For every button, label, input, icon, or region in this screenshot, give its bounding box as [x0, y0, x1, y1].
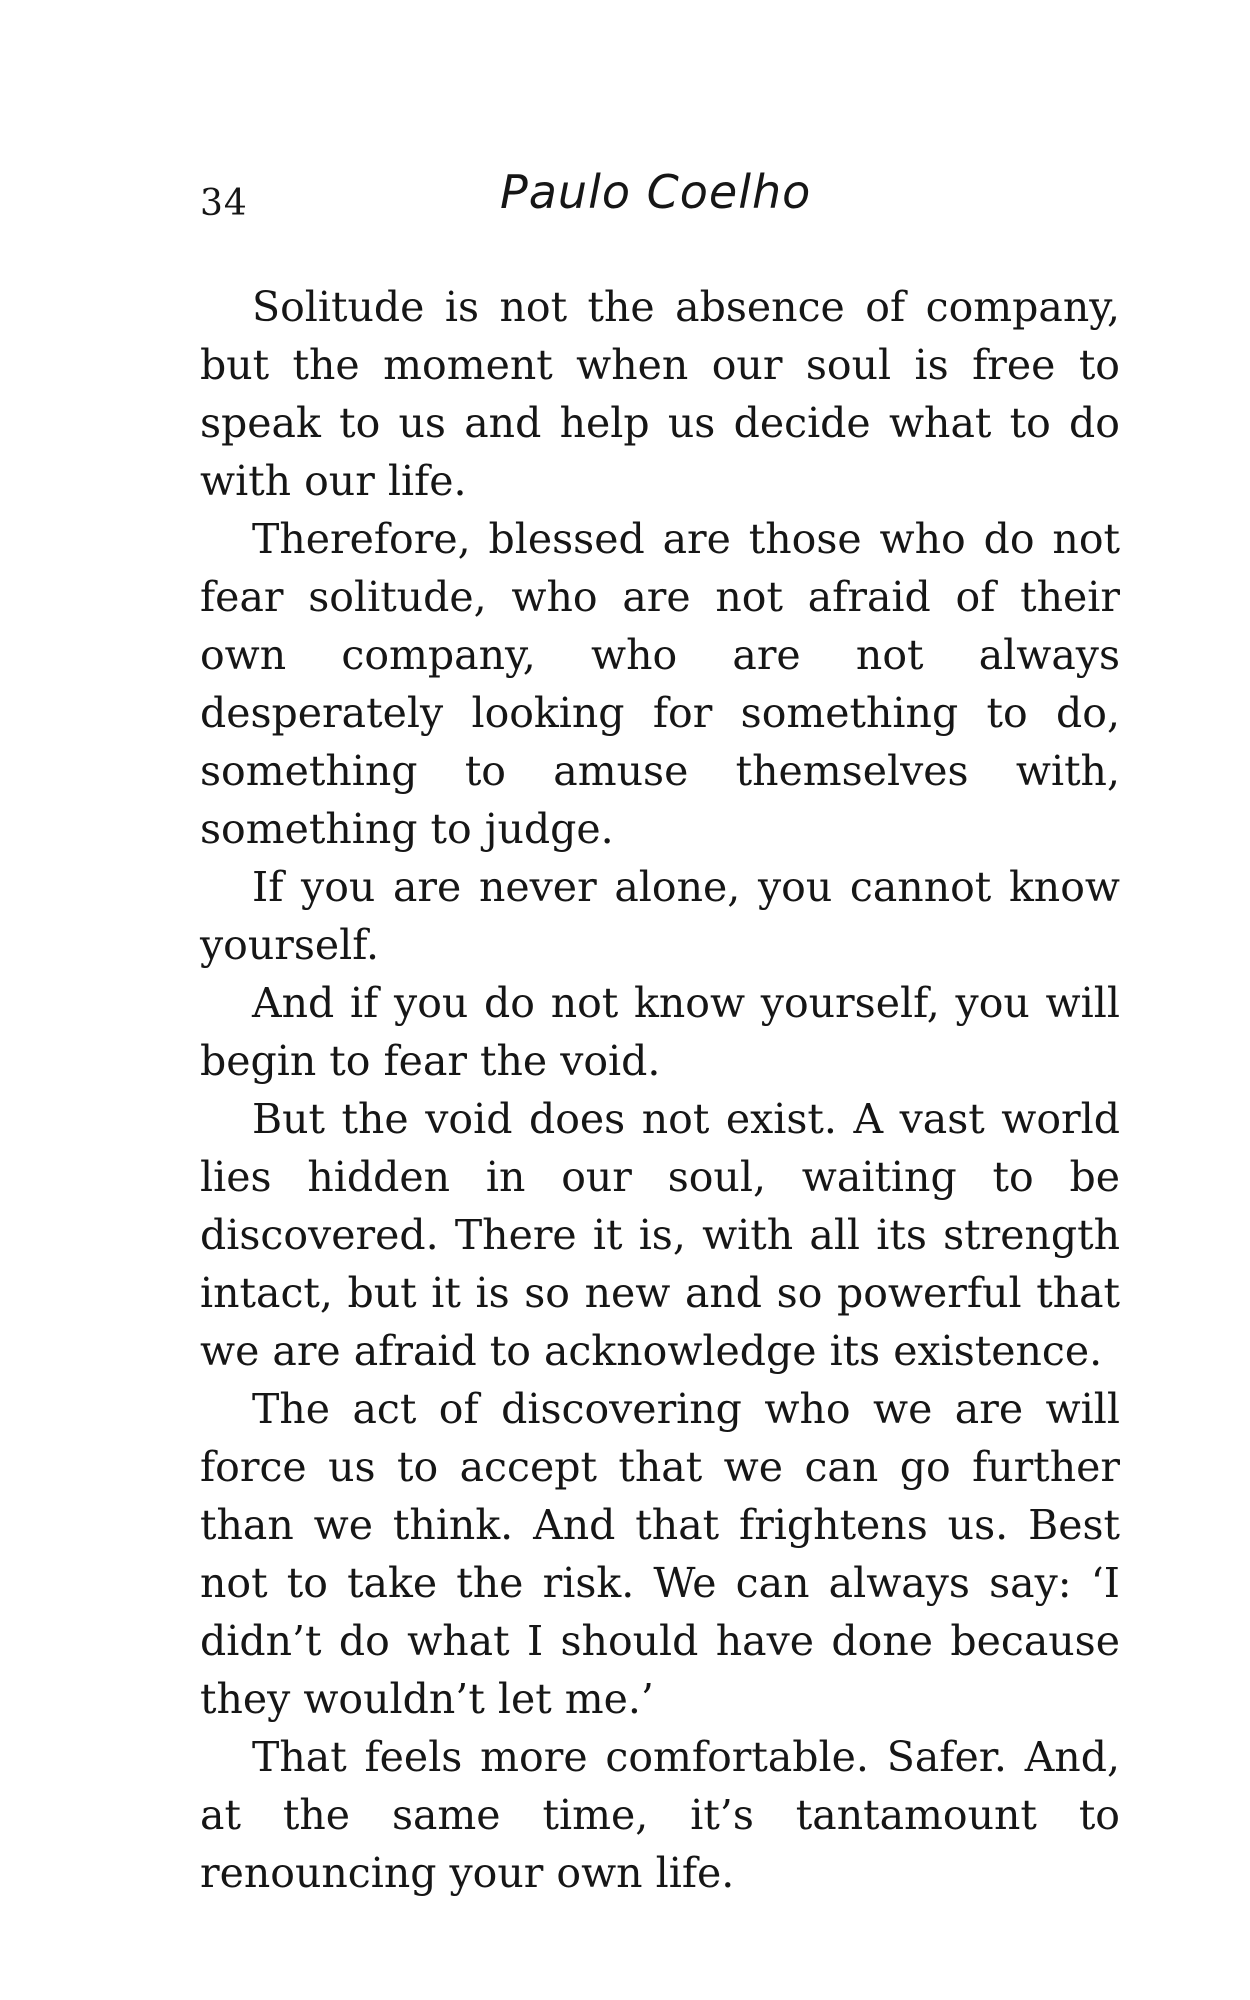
paragraph: If you are never alone, you cannot know yourself. [200, 863, 1120, 969]
paragraph: The act of discovering who we are will force us to accept that we can go further than we think. And that frightens us. Best not to take the risk. We can always say: ‘I didn’t do what I should have done because they wouldn’t let me.’ [200, 1385, 1120, 1723]
body-text [200, 278, 1120, 1902]
paragraph: That feels more comfortable. Safer. And, at the same time, it’s tantamount to renouncing your own life. [200, 1733, 1120, 1897]
paragraph: And if you do not know yourself, you will begin to fear the void. [200, 979, 1120, 1085]
paragraph: But the void does not exist. A vast world lies hidden in our soul, waiting to be discovered. There it is, with all its strength intact, but it is so new and so powerful that we are afraid to acknowledge its existence. [200, 1095, 1120, 1375]
running-head-signature: Paulo Coelho [500, 165, 812, 219]
paragraph: Therefore, blessed are those who do not fear solitude, who are not afraid of their own company, who are not always desperately looking for something to do, something to amuse themselves with, something to judge. [200, 515, 1120, 853]
page-header [200, 165, 1120, 245]
paragraph: Solitude is not the absence of company, but the moment when our soul is free to speak to us and help us decide what to do with our life. [200, 283, 1120, 505]
page-number: 34 [200, 183, 248, 224]
